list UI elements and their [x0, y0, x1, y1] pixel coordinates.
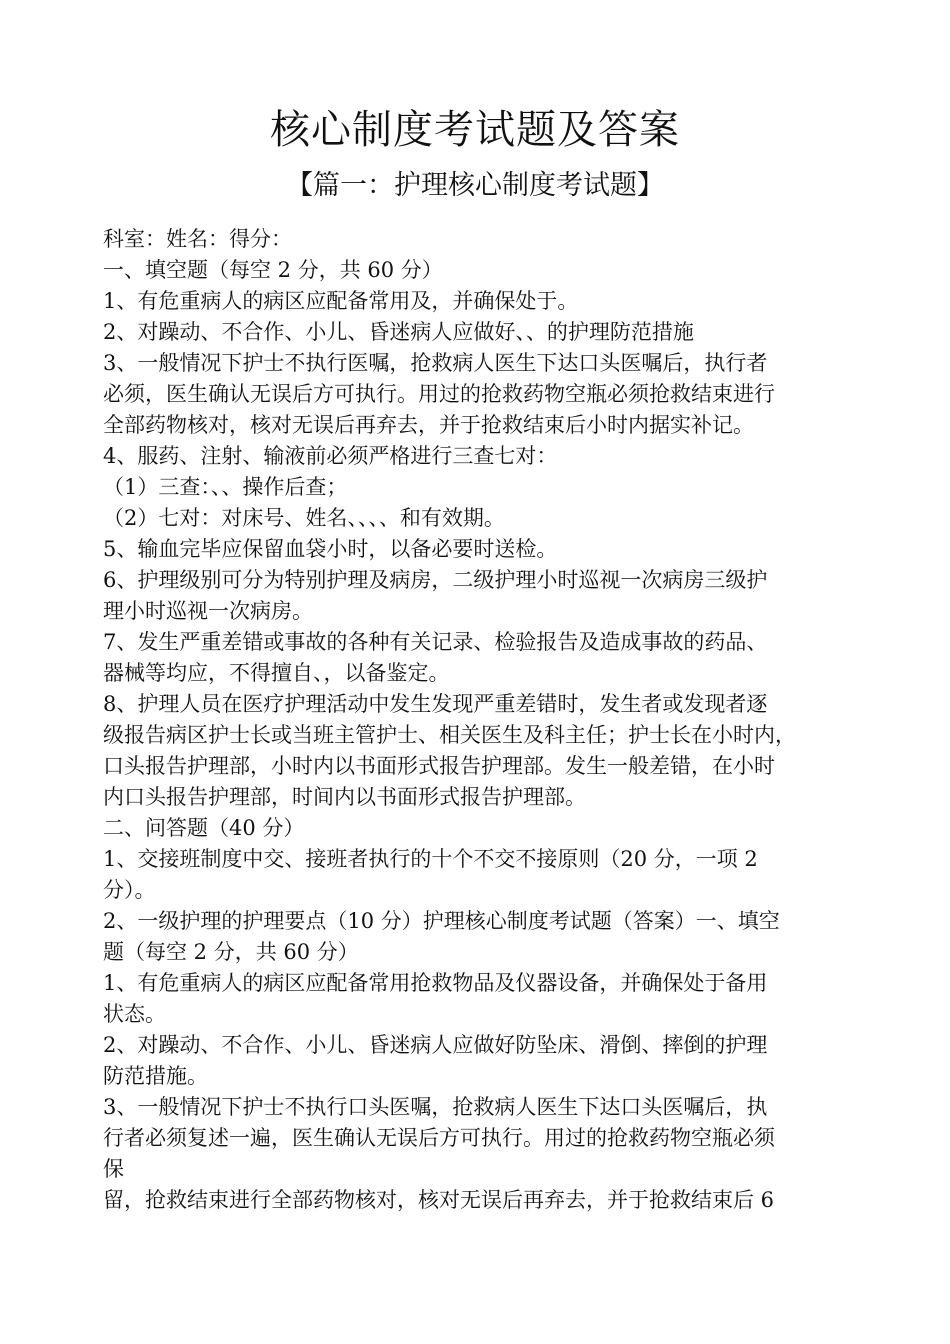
document-body	[103, 224, 893, 1216]
text-line: 2、一级护理的护理要点（10 分）护理核心制度考试题（答案）一、填空	[103, 909, 780, 933]
text-line: 内口头报告护理部，时间内以书面形式报告护理部。	[103, 785, 586, 809]
text-line: 状态。	[103, 1002, 166, 1026]
text-line: 4、服药、注射、输液前必须严格进行三查七对：	[103, 444, 558, 468]
text-line: 题（每空 2 分，共 60 分）	[103, 940, 359, 964]
text-line: 级报告病区护士长或当班主管护士、相关医生及科主任；护士长在小时内，	[103, 723, 796, 747]
text-line: 8、护理人员在医疗护理活动中发生发现严重差错时，发生者或发现者逐	[103, 692, 768, 716]
document-subtitle: 【篇一：护理核心制度考试题】	[286, 170, 664, 201]
text-line: 一、填空题（每空 2 分，共 60 分）	[103, 258, 443, 282]
text-line: 保	[103, 1157, 124, 1181]
text-line: 必须，医生确认无误后方可执行。用过的抢救药物空瓶必须抢救结束进行	[103, 382, 775, 406]
text-line: （1）三查：、、操作后查；	[103, 475, 348, 499]
text-line: 3、一般情况下护士不执行口头医嘱，抢救病人医生下达口头医嘱后，执	[103, 1095, 768, 1119]
document-title: 核心制度考试题及答案	[270, 107, 680, 153]
text-line: 分）。	[103, 878, 156, 902]
text-line: 留，抢救结束进行全部药物核对，核对无误后再弃去，并于抢救结束后 6	[103, 1188, 775, 1212]
text-line: 3、一般情况下护士不执行医嘱，抢救病人医生下达口头医嘱后，执行者	[103, 351, 768, 375]
text-line: 二、问答题（40 分）	[103, 816, 305, 840]
text-line: 5、输血完毕应保留血袋小时，以备必要时送检。	[103, 537, 558, 561]
text-line: 行者必须复述一遍，医生确认无误后方可执行。用过的抢救药物空瓶必须	[103, 1126, 775, 1150]
text-line: 6、护理级别可分为特别护理及病房，二级护理小时巡视一次病房三级护	[103, 568, 768, 592]
text-line: 7、发生严重差错或事故的各种有关记录、检验报告及造成事故的药品、	[103, 630, 768, 654]
text-line: 理小时巡视一次病房。	[103, 599, 313, 623]
text-line: 1、有危重病人的病区应配备常用抢救物品及仪器设备，并确保处于备用	[103, 971, 768, 995]
text-line: 器械等均应，不得擅自、，以备鉴定。	[103, 661, 450, 685]
text-line: 2、对躁动、不合作、小儿、昏迷病人应做好防坠床、滑倒、摔倒的护理	[103, 1033, 768, 1057]
text-line: 2、对躁动、不合作、小儿、昏迷病人应做好、、的护理防范措施	[103, 320, 694, 344]
text-line: 全部药物核对，核对无误后再弃去，并于抢救结束后小时内据实补记。	[103, 413, 754, 437]
text-line: 科室：姓名：得分：	[103, 227, 292, 251]
text-line: 1、有危重病人的病区应配备常用及，并确保处于。	[103, 289, 579, 313]
text-line: （2）七对：对床号、姓名、、、、和有效期。	[103, 506, 505, 530]
text-line: 口头报告护理部，小时内以书面形式报告护理部。发生一般差错，在小时	[103, 754, 775, 778]
text-line: 防范措施。	[103, 1064, 208, 1088]
text-line: 1、交接班制度中交、接班者执行的十个不交不接原则（20 分，一项 2	[103, 847, 758, 871]
